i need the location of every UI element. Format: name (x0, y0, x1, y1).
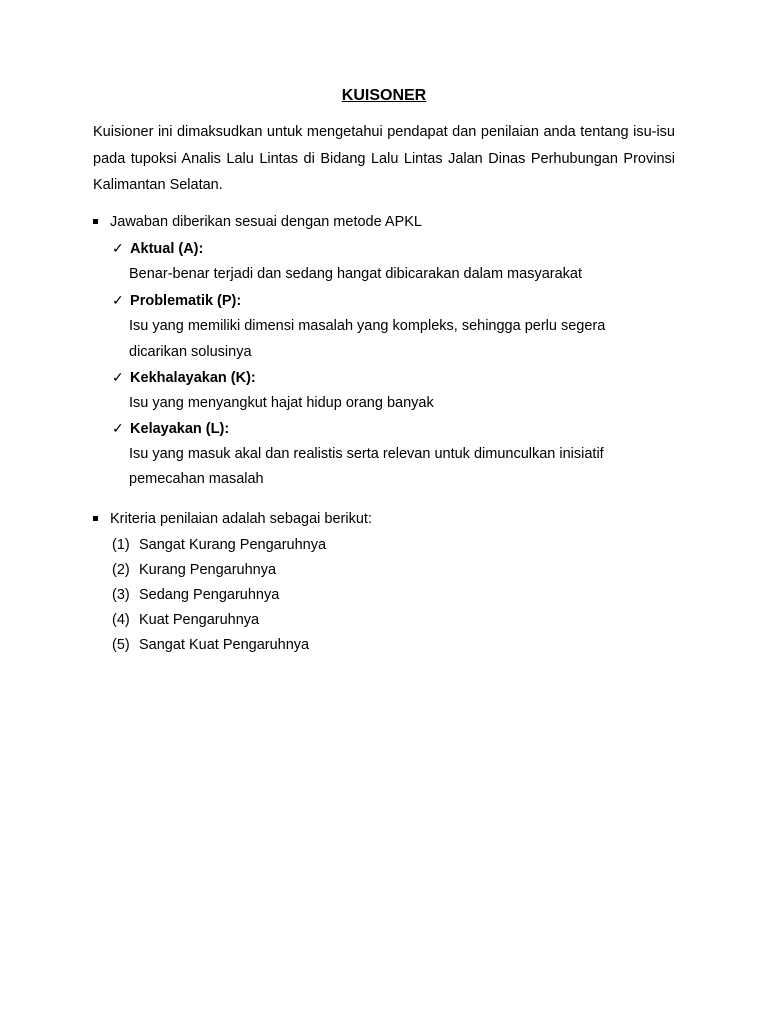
criterion-label: Problematik (P): (130, 293, 242, 309)
checkmark-icon: ✓ (112, 369, 124, 385)
criterion-desc: pemecahan masalah (129, 471, 264, 487)
scale-text: Sangat Kuat Pengaruhnya (139, 637, 310, 653)
scale-number: (2) (112, 562, 130, 578)
bullet-text: Kriteria penilaian adalah sebagai berikut: (110, 511, 372, 527)
scale-number: (1) (112, 537, 130, 553)
scale-text: Kurang Pengaruhnya (139, 562, 277, 578)
scale-number: (3) (112, 587, 130, 603)
scale-text: Kuat Pengaruhnya (139, 612, 260, 628)
criterion-label: Kekhalayakan (K): (130, 370, 256, 386)
scale-text: Sedang Pengaruhnya (139, 587, 280, 603)
criterion-label-aktual (112, 240, 203, 257)
scale-item (112, 537, 326, 553)
criterion-label: Kelayakan (L): (130, 421, 230, 437)
bullet-item-apkl (93, 214, 422, 230)
criterion-desc: dicarikan solusinya (129, 344, 252, 360)
checkmark-icon: ✓ (112, 420, 124, 436)
scale-item (112, 562, 276, 578)
scale-item (112, 637, 309, 653)
scale-item (112, 612, 259, 628)
bullet-item-kriteria (93, 511, 372, 527)
bullet-text: Jawaban diberikan sesuai dengan metode APKL (110, 214, 422, 230)
scale-number: (5) (112, 637, 130, 653)
intro-paragraph: Kuisioner ini dimaksudkan untuk mengetahui pendapat dan penilaian anda tentang isu-isu pada tupoksi Analis Lalu Lintas di Bidang Lalu Lintas Jalan Dinas Perhubungan Provinsi Kalimantan Selatan. (93, 124, 675, 193)
scale-item (112, 587, 279, 603)
criterion-desc: Isu yang memiliki dimensi masalah yang kompleks, sehingga perlu segera (129, 318, 606, 334)
criterion-desc: Isu yang menyangkut hajat hidup orang banyak (129, 395, 434, 411)
scale-number: (4) (112, 612, 130, 628)
criterion-desc: Benar-benar terjadi dan sedang hangat dibicarakan dalam masyarakat (129, 266, 583, 282)
square-bullet-icon (93, 219, 98, 224)
criterion-label: Aktual (A): (130, 241, 204, 257)
criterion-label-kelayakan (112, 420, 229, 437)
page-title: KUISONER (341, 87, 427, 104)
criterion-label-problematik (112, 292, 241, 309)
criterion-label-kekhalayakan (112, 369, 256, 386)
checkmark-icon: ✓ (112, 292, 124, 308)
checkmark-icon: ✓ (112, 240, 124, 256)
square-bullet-icon (93, 516, 98, 521)
scale-text: Sangat Kurang Pengaruhnya (139, 537, 327, 553)
criterion-desc: Isu yang masuk akal dan realistis serta relevan untuk dimunculkan inisiatif (129, 446, 604, 462)
